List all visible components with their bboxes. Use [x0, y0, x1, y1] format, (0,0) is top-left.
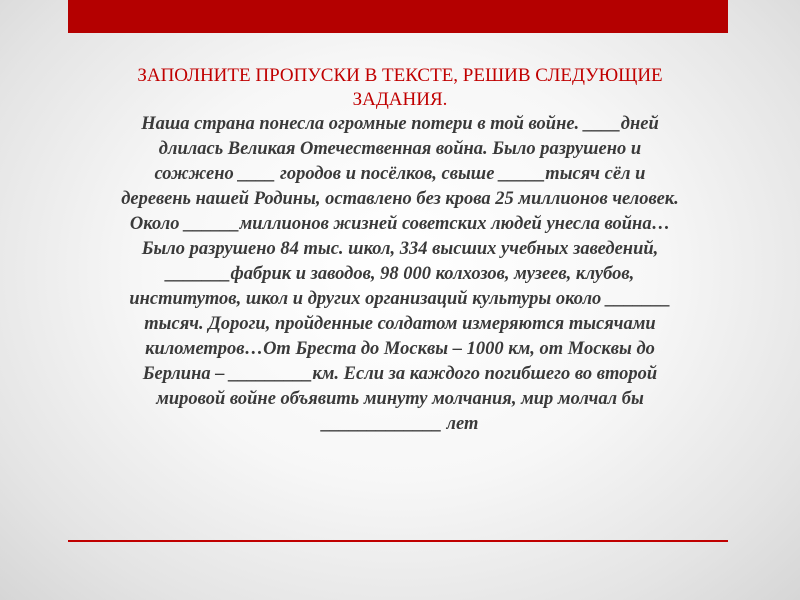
heading-line-2: ЗАДАНИЯ.	[352, 89, 448, 110]
text-line: километров…От Бреста до Москвы – 1000 км, от Москвы до	[145, 339, 655, 359]
text-line: Наша страна понесла огромные потери в той войне. ____дней	[141, 114, 659, 134]
text-line: _______фабрик и заводов, 98 000 колхозов, музеев, клубов,	[165, 264, 635, 284]
text-line: Около ______миллионов жизней советских людей унесла война…	[129, 214, 671, 234]
text-line: тысяч. Дороги, пройденные солдатом измеряются тысячами	[144, 314, 656, 334]
text-line: длилась Великая Отечественная война. Было разрушено и	[158, 139, 642, 159]
bottom-divider-line	[68, 540, 728, 542]
text-line: мировой войне объявить минуту молчания, мир молчал бы	[156, 389, 644, 409]
text-line: институтов, школ и других организаций культуры около _______	[129, 289, 671, 309]
slide-heading	[72, 64, 728, 112]
text-line: Было разрушено 84 тыс. школ, 334 высших учебных заведений,	[141, 239, 659, 259]
top-accent-bar	[68, 0, 728, 33]
text-line: сожжено ____ городов и посёлков, свыше _____тысяч сёл и	[154, 164, 646, 184]
text-line: деревень нашей Родины, оставлено без крова 25 миллионов человек.	[121, 189, 679, 209]
heading-line-1: ЗАПОЛНИТЕ ПРОПУСКИ В ТЕКСТЕ, РЕШИВ СЛЕДУЮЩИЕ	[137, 65, 663, 86]
task-text	[72, 112, 728, 437]
text-line: Берлина – _________км. Если за каждого погибшего во второй	[142, 364, 658, 384]
slide-content	[72, 64, 728, 437]
text-line: _____________ лет	[321, 414, 479, 434]
